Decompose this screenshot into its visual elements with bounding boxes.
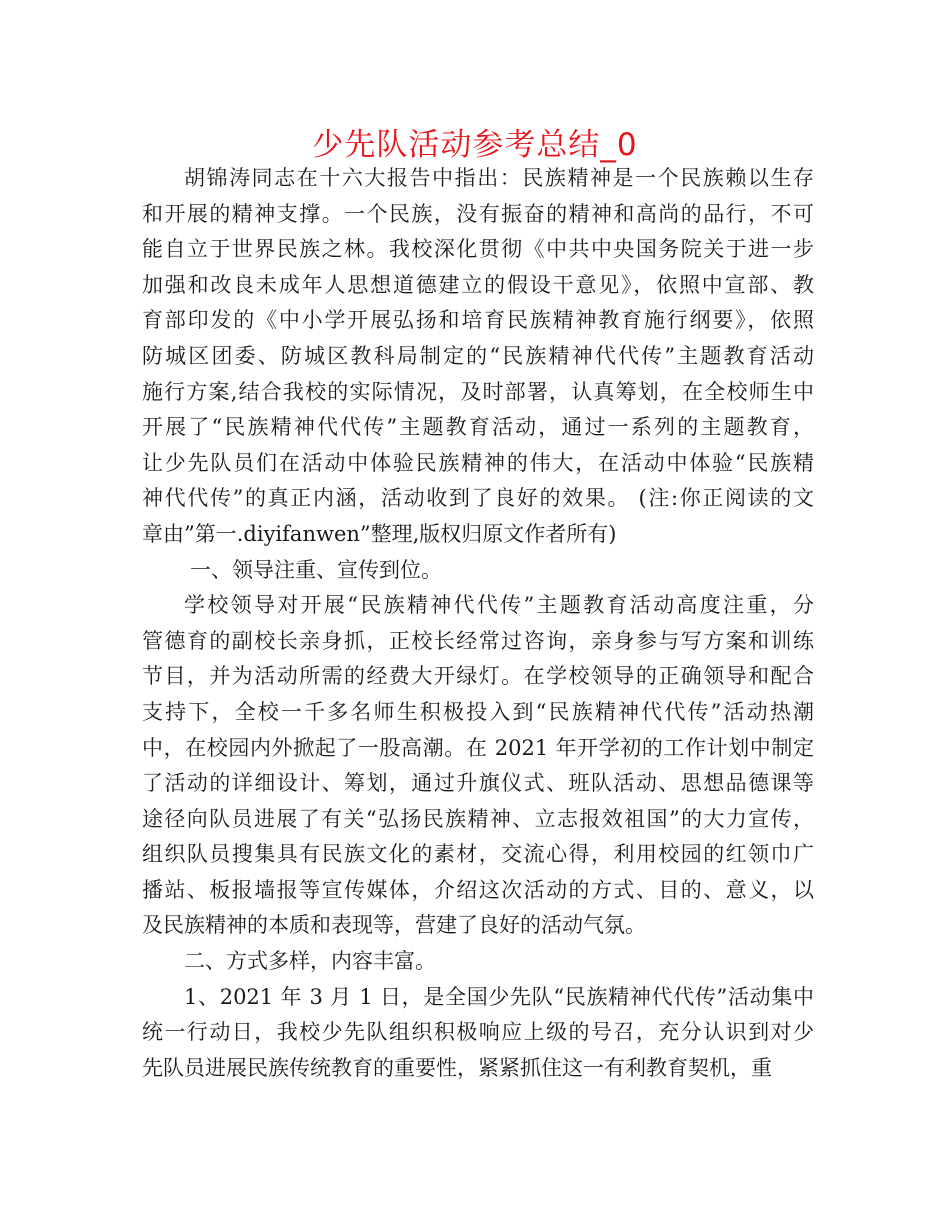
paragraph xyxy=(142,161,814,553)
text-line: 节目，并为活动所需的经费大开绿灯。在学校领导的正确领导和配合 xyxy=(142,664,814,689)
text-line: 开展了“民族精神代代传”主题教育活动，通过一系列的主题教育， xyxy=(142,415,814,440)
text-line: 及民族精神的本质和表现等，营建了良好的活动气氛。 xyxy=(142,913,646,938)
text-line: 1、2021 年 3 月 1 日，是全国少先队“民族精神代代传”活动集中 xyxy=(184,984,814,1009)
text-line: 学校领导对开展“民族精神代代传”主题教育活动高度注重，分 xyxy=(184,593,814,618)
text-line: 施行方案,结合我校的实际情况，及时部署，认真筹划，在全校师生中 xyxy=(142,379,814,404)
text-line: 神代代传”的真正内涵，活动收到了良好的效果。 (注:你正阅读的文 xyxy=(142,486,814,511)
text-line: 途径向队员进展了有关“弘扬民族精神、立志报效祖国”的大力宣传， xyxy=(142,806,814,831)
text-line: 胡锦涛同志在十六大报告中指出：民族精神是一个民族赖以生存 xyxy=(184,166,814,190)
paragraph xyxy=(142,588,814,944)
text-line: 组织队员搜集具有民族文化的素材，交流心得，利用校园的红领巾广 xyxy=(142,842,814,867)
text-line: 统一行动日，我校少先队组织积极响应上级的号召，充分认识到对少 xyxy=(142,1020,814,1045)
text-line: 播站、板报墙报等宣传媒体，介绍这次活动的方式、目的、意义，以 xyxy=(142,877,814,902)
section-heading xyxy=(142,553,814,589)
text-line: 管德育的副校长亲身抓，正校长经常过咨询，亲身参与写方案和训练 xyxy=(142,628,814,653)
text-line: 中，在校园内外掀起了一股高潮。在 2021 年开学初的工作计划中制定 xyxy=(142,735,814,760)
text-line: 先队员进展民族传统教育的重要性，紧紧抓住这一有利教育契机，重 xyxy=(142,1055,772,1080)
text-line: 防城区团委、防城区教科局制定的“民族精神代代传”主题教育活动 xyxy=(142,343,814,368)
text-line: 一、领导注重、宣传到位。 xyxy=(190,557,442,582)
section-heading xyxy=(142,944,814,980)
document-body xyxy=(142,161,814,1086)
text-line: 支持下，全校一千多名师生积极投入到“民族精神代代传”活动热潮 xyxy=(142,699,814,724)
text-line: 了活动的详细设计、筹划，通过升旗仪式、班队活动、思想品德课等 xyxy=(142,771,814,796)
document-title: 少先队活动参考总结_0 xyxy=(312,127,638,163)
text-line: 章由”第一.diyifanwen”整理,版权归原文作者所有) xyxy=(142,521,617,546)
text-line: 让少先队员们在活动中体验民族精神的伟大，在活动中体验“民族精 xyxy=(142,450,814,475)
text-line: 能自立于世界民族之林。我校深化贯彻《中共中央国务院关于进一步 xyxy=(142,237,814,262)
paragraph xyxy=(142,980,814,1087)
text-line: 二、方式多样，内容丰富。 xyxy=(184,949,436,974)
text-line: 和开展的精神支撑。一个民族，没有振奋的精神和高尚的品行，不可 xyxy=(142,201,814,226)
text-line: 加强和改良未成年人思想道德建立的假设干意见》，依照中宣部、教 xyxy=(142,272,814,297)
text-line: 育部印发的《中小学开展弘扬和培育民族精神教育施行纲要》，依照 xyxy=(142,308,814,333)
